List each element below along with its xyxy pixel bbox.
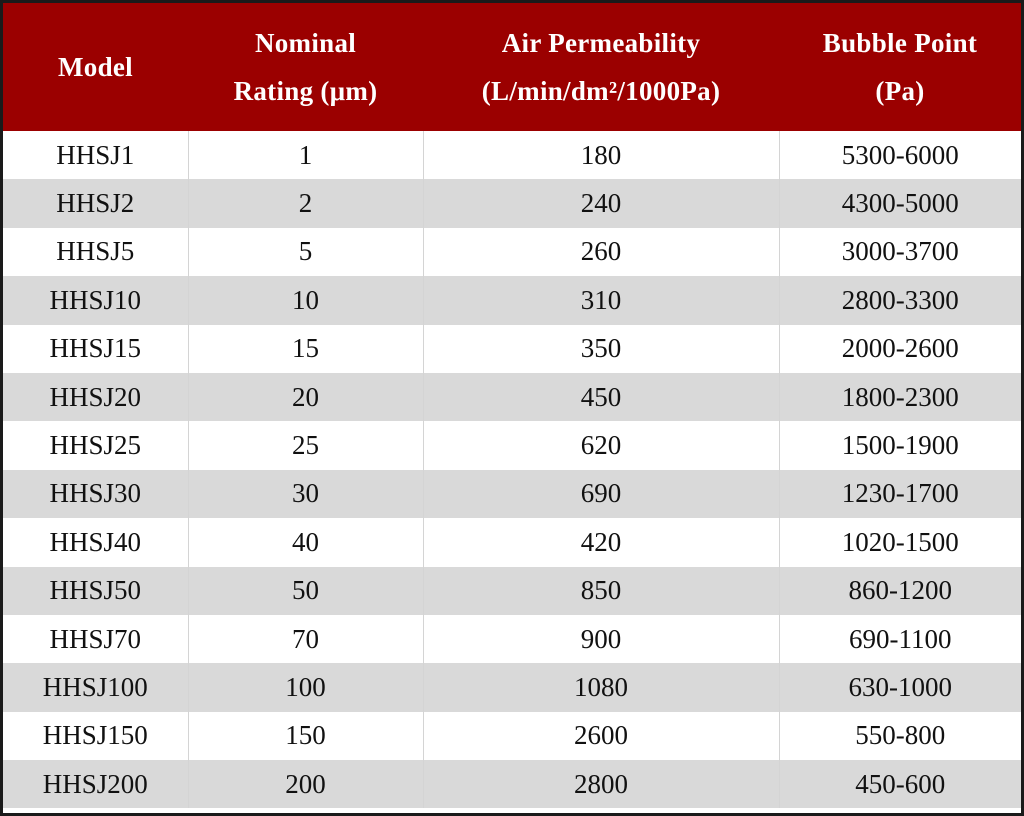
- cell-nominal-rating: 40: [188, 518, 423, 566]
- cell-model: HHSJ15: [3, 325, 188, 373]
- cell-model: HHSJ20: [3, 373, 188, 421]
- table-row: [3, 760, 1021, 808]
- cell-nominal-rating: 100: [188, 663, 423, 711]
- cell-model: HHSJ150: [3, 712, 188, 760]
- table-row: [3, 179, 1021, 227]
- cell-nominal-rating: 25: [188, 421, 423, 469]
- cell-model: HHSJ30: [3, 470, 188, 518]
- header-model: [3, 3, 188, 131]
- cell-bubble-point: 1800-2300: [841, 381, 959, 412]
- cell-nominal-rating: 10: [188, 276, 423, 324]
- cell-bubble-point: 1020-1500: [841, 526, 959, 557]
- header-nominal-line1: Nominal: [254, 28, 357, 58]
- cell-nominal-rating: 15: [188, 325, 423, 373]
- cell-air-permeability: 180: [423, 131, 779, 179]
- cell-air-permeability: 2600: [423, 712, 779, 760]
- cell-bubble-point: 690-1100: [849, 623, 952, 654]
- table-body: [3, 131, 1021, 808]
- header-nominal-rating: [188, 3, 423, 131]
- cell-nominal-rating: 2: [188, 179, 423, 227]
- cell-bubble-point: 4300-5000: [841, 188, 959, 219]
- cell-nominal-rating: 200: [188, 760, 423, 808]
- cell-model: HHSJ1: [3, 131, 188, 179]
- cell-nominal-rating: 30: [188, 470, 423, 518]
- cell-model: HHSJ40: [3, 518, 188, 566]
- table-row: [3, 470, 1021, 518]
- cell-bubble-point: 550-800: [855, 720, 946, 751]
- cell-air-permeability: 450: [423, 373, 779, 421]
- cell-model: HHSJ25: [3, 421, 188, 469]
- cell-bubble-point: 450-600: [855, 768, 946, 799]
- table-header: [3, 3, 1021, 131]
- cell-bubble-point: 2000-2600: [841, 333, 959, 364]
- header-bubble-point: [779, 3, 1021, 131]
- table-row: [3, 615, 1021, 663]
- cell-nominal-rating: 1: [188, 131, 423, 179]
- cell-air-permeability: 690: [423, 470, 779, 518]
- header-bubble-line2: (Pa): [875, 76, 925, 106]
- cell-model: HHSJ200: [3, 760, 188, 808]
- table-row: [3, 567, 1021, 615]
- cell-air-permeability: 900: [423, 615, 779, 663]
- cell-model: HHSJ70: [3, 615, 188, 663]
- cell-model: HHSJ2: [3, 179, 188, 227]
- header-row: [3, 3, 1021, 131]
- cell-air-permeability: 420: [423, 518, 779, 566]
- cell-nominal-rating: 20: [188, 373, 423, 421]
- cell-nominal-rating: 70: [188, 615, 423, 663]
- table-row: [3, 276, 1021, 324]
- header-air-line1: Air Permeability: [501, 28, 701, 58]
- table-row: [3, 663, 1021, 711]
- cell-air-permeability: 850: [423, 567, 779, 615]
- cell-model: HHSJ100: [3, 663, 188, 711]
- cell-bubble-point: 860-1200: [848, 575, 952, 606]
- cell-air-permeability: 2800: [423, 760, 779, 808]
- cell-air-permeability: 310: [423, 276, 779, 324]
- cell-nominal-rating: 50: [188, 567, 423, 615]
- table-row: [3, 518, 1021, 566]
- table-row: [3, 131, 1021, 179]
- cell-nominal-rating: 150: [188, 712, 423, 760]
- cell-model: HHSJ50: [3, 567, 188, 615]
- table-row: [3, 421, 1021, 469]
- table-row: [3, 712, 1021, 760]
- cell-bubble-point: 1230-1700: [841, 478, 959, 509]
- cell-model: HHSJ10: [3, 276, 188, 324]
- cell-air-permeability: 350: [423, 325, 779, 373]
- cell-bubble-point: 3000-3700: [841, 236, 959, 267]
- cell-air-permeability: 620: [423, 421, 779, 469]
- cell-bubble-point: 1500-1900: [841, 430, 959, 461]
- header-bubble-line1: Bubble Point: [822, 28, 978, 58]
- cell-bubble-point: 2800-3300: [841, 284, 959, 315]
- cell-model: HHSJ5: [3, 228, 188, 276]
- table-row: [3, 325, 1021, 373]
- specification-table: [3, 3, 1021, 808]
- header-air-line2: (L/min/dm²/1000Pa): [481, 76, 721, 106]
- cell-air-permeability: 1080: [423, 663, 779, 711]
- cell-bubble-point: 5300-6000: [841, 139, 959, 170]
- table-row: [3, 373, 1021, 421]
- cell-nominal-rating: 5: [188, 228, 423, 276]
- cell-bubble-point: 630-1000: [848, 671, 952, 702]
- header-nominal-line2: Rating (μm): [233, 76, 378, 106]
- table-row: [3, 228, 1021, 276]
- cell-air-permeability: 260: [423, 228, 779, 276]
- header-model-label: Model: [58, 52, 133, 82]
- header-air-permeability: [423, 3, 779, 131]
- cell-air-permeability: 240: [423, 179, 779, 227]
